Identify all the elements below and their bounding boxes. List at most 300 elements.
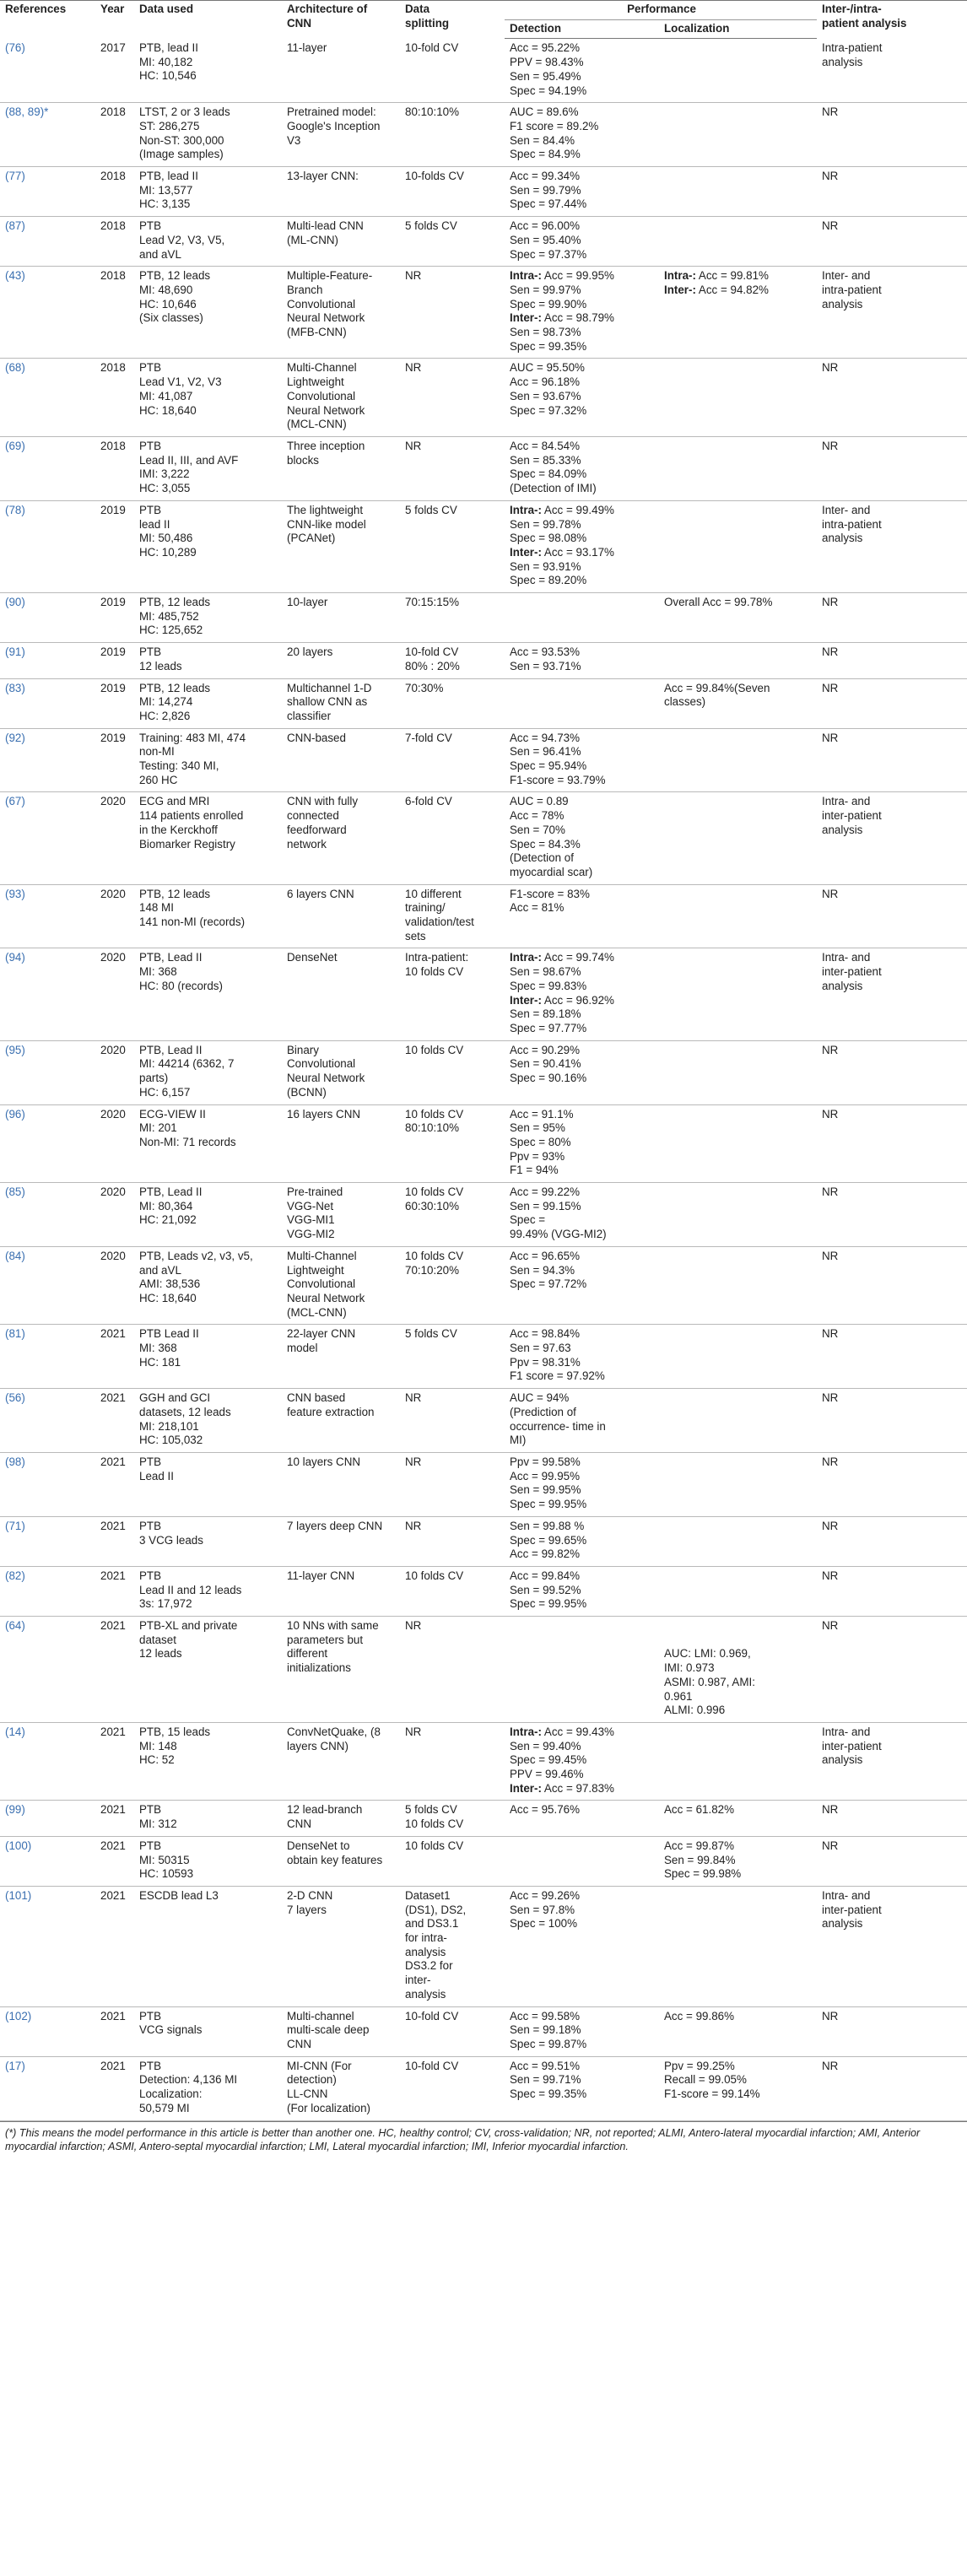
cell-detection-line: AUC = 0.89 (510, 795, 569, 808)
cell-data-used-line: PTB (139, 1455, 162, 1468)
cell-detection-line: Sen = 89.18% (510, 1007, 581, 1021)
cell-reference: (101) (0, 1886, 95, 2006)
cell-data-used-line: LTST, 2 or 3 leads (139, 105, 230, 119)
cell-data-used-line: MI: 312 (139, 1817, 177, 1831)
cell-localization-line (664, 269, 813, 284)
cell-detection-line: Sen = 95.40% (510, 233, 581, 246)
cell-data-used-line: 141 non-MI (records) (139, 915, 246, 929)
cell-localization (659, 500, 817, 592)
cell-detection (505, 1566, 659, 1616)
cell-detection-line: Acc = 99.58% (510, 2009, 580, 2022)
cell-architecture-line: initializations (287, 1661, 351, 1675)
cell-reference: (96) (0, 1104, 95, 1183)
cell-data-used-line: MI: 201 (139, 1121, 177, 1135)
cell-year: 2020 (95, 884, 134, 948)
cell-detection-line: Sen = 97.63 (510, 1342, 571, 1355)
cell-data-splitting-line: 6-fold CV (405, 795, 452, 808)
cell-architecture-line: Multichannel 1-D (287, 681, 372, 694)
cell-data-used-line: PTB, 12 leads (139, 681, 211, 694)
cell-localization (659, 1389, 817, 1453)
cell-data-splitting-line: NR (405, 439, 422, 452)
cell-year: 2021 (95, 1516, 134, 1566)
cell-architecture-line: CNN with fully (287, 795, 359, 808)
table-row (0, 1801, 967, 1836)
cell-year: 2019 (95, 643, 134, 678)
cell-data-used-line: (Image samples) (139, 148, 224, 161)
cell-architecture-line: connected (287, 809, 339, 823)
table-row (0, 1389, 967, 1453)
cell-data-used-line: MI: 13,577 (139, 183, 193, 197)
cell-detection-line: Acc = 99.34% (510, 170, 580, 183)
cell-localization (659, 1566, 817, 1616)
cell-architecture-line: Multiple-Feature- (287, 269, 373, 283)
cell-localization-line (664, 1634, 813, 1648)
cell-year: 2021 (95, 1389, 134, 1453)
cell-detection (505, 1104, 659, 1183)
cell-architecture-line: CNN (287, 2038, 312, 2050)
cell-data-used-line: dataset (139, 1633, 176, 1646)
cell-detection-line: Spec = 84.9% (510, 148, 581, 161)
cell-detection-line (510, 546, 656, 560)
cell-architecture-line: feedforward (287, 823, 347, 836)
cell-localization-line: Acc = 99.84%(Seven (664, 681, 770, 694)
cell-data-used-line: MI: 48,690 (139, 283, 193, 296)
cell-detection (505, 167, 659, 217)
cell-architecture (282, 728, 400, 792)
cell-inter-intra-line: analysis (822, 1753, 863, 1767)
cell-detection (505, 593, 659, 643)
cell-data-used-line: MI: 485,752 (139, 609, 199, 623)
cell-data-used-line: 50,579 MI (139, 2101, 190, 2114)
header-splitting-line: splitting (405, 16, 450, 30)
cell-data-used (134, 267, 282, 359)
table-row (0, 1617, 967, 1723)
cell-architecture-line: layers CNN) (287, 1739, 348, 1752)
cell-detection-line: Sen = 98.67% (510, 965, 581, 979)
cell-detection-line: Spec = 80% (510, 1135, 571, 1148)
cell-data-used-line: 12 leads (139, 659, 182, 672)
cell-localization (659, 436, 817, 500)
cell-localization (659, 884, 817, 948)
cell-data-used-line: Lead II and 12 leads (139, 1583, 242, 1596)
cell-year: 2018 (95, 167, 134, 217)
cell-year: 2021 (95, 1801, 134, 1836)
cell-inter-intra (817, 2006, 967, 2056)
cell-year: 2019 (95, 728, 134, 792)
cell-architecture-line: obtain key features (287, 1853, 383, 1866)
cell-year: 2020 (95, 792, 134, 884)
cell-data-used-line: MI: 44214 (6362, 7 (139, 1057, 235, 1071)
cell-architecture-line: 20 layers (287, 645, 333, 659)
cell-reference: (77) (0, 167, 95, 217)
cell-architecture-line: The lightweight (287, 503, 364, 516)
cell-reference: (83) (0, 678, 95, 728)
header-inter-intra-line: Inter-/intra- (822, 3, 882, 15)
cell-year: 2018 (95, 267, 134, 359)
cell-detection-line: Spec = 95.94% (510, 759, 587, 773)
cell-data-splitting (400, 39, 505, 103)
cell-data-used (134, 728, 282, 792)
table-row (0, 1040, 967, 1104)
cell-detection-line: Spec = 99.95% (510, 1597, 587, 1611)
cell-data-splitting (400, 643, 505, 678)
cell-data-splitting-line: 70:30% (405, 681, 444, 694)
cell-detection-line: Acc = 99.95% (510, 1469, 580, 1482)
cell-data-splitting (400, 1389, 505, 1453)
cell-data-splitting (400, 593, 505, 643)
cell-inter-intra (817, 1801, 967, 1836)
cell-architecture-line: VGG-Net (287, 1199, 334, 1212)
cell-data-used-line: 260 HC (139, 773, 178, 786)
cell-data-used-line: PTB, lead II (139, 41, 198, 54)
cell-data-splitting-line: NR (405, 1725, 422, 1738)
cell-data-splitting-line: 10-folds CV (405, 170, 464, 183)
metric-value: Acc = 97.83% (541, 1781, 614, 1795)
cell-inter-intra-line: NR (822, 1619, 839, 1633)
cell-inter-intra (817, 1246, 967, 1325)
cell-data-used-line: PTB (139, 1569, 162, 1582)
table-row (0, 39, 967, 103)
cell-detection-line: PPV = 99.46% (510, 1768, 584, 1781)
cell-year: 2021 (95, 1836, 134, 1886)
cell-detection (505, 1183, 659, 1247)
table-row (0, 678, 967, 728)
cell-localization-line: Spec = 99.98% (664, 1867, 742, 1881)
cell-detection-line: Acc = 81% (510, 901, 565, 915)
cell-architecture-line: detection) (287, 2073, 337, 2087)
cell-architecture-line: Multi-channel (287, 2009, 354, 2022)
header-splitting-line: Data (405, 3, 430, 15)
cell-reference: (17) (0, 2056, 95, 2120)
cell-inter-intra (817, 103, 967, 167)
cell-detection (505, 436, 659, 500)
header-inter-intra-line: patient analysis (822, 16, 907, 30)
cell-data-splitting (400, 1183, 505, 1247)
cell-year: 2017 (95, 39, 134, 103)
cell-detection-line: Ppv = 93% (510, 1149, 565, 1163)
cell-data-used-line: ST: 286,275 (139, 119, 200, 132)
cell-year: 2021 (95, 2056, 134, 2120)
cell-inter-intra-line: analysis (822, 823, 863, 836)
cell-inter-intra-line: Intra- and (822, 795, 871, 808)
cell-localization (659, 359, 817, 437)
cell-detection-line: Acc = 78% (510, 809, 565, 823)
header-detection: Detection (505, 19, 659, 39)
cell-detection-line: PPV = 98.43% (510, 56, 584, 69)
cell-architecture-line: (For localization) (287, 2101, 370, 2114)
cell-architecture (282, 1566, 400, 1616)
cell-data-used (134, 884, 282, 948)
cell-reference: (91) (0, 643, 95, 678)
cell-localization (659, 2056, 817, 2120)
cell-architecture-line: VGG-MI2 (287, 1228, 335, 1241)
cell-data-used-line: PTB (139, 645, 162, 659)
metric-value: Acc = 98.79% (541, 311, 614, 325)
cell-year: 2020 (95, 1040, 134, 1104)
cell-inter-intra (817, 1325, 967, 1389)
cell-detection-line: Acc = 96.65% (510, 1249, 580, 1262)
cell-detection (505, 39, 659, 103)
cell-data-used-line: PTB, Lead II (139, 1185, 203, 1199)
cell-inter-intra-line: NR (822, 596, 839, 609)
cell-detection-line: Sen = 99.52% (510, 1583, 581, 1596)
cell-data-splitting-line: 10-fold CV (405, 2009, 459, 2022)
cell-reference: (84) (0, 1246, 95, 1325)
cell-inter-intra-line: analysis (822, 532, 863, 545)
cell-architecture-line: different (287, 1647, 328, 1661)
cell-localization-line: Sen = 99.84% (664, 1853, 736, 1866)
cell-data-splitting-line: NR (405, 1519, 422, 1532)
cell-data-used-line: HC: 10,646 (139, 297, 197, 311)
cell-detection (505, 500, 659, 592)
cell-architecture-line: (PCANet) (287, 532, 336, 545)
cell-localization (659, 643, 817, 678)
cell-detection (505, 103, 659, 167)
cell-localization-line: AUC: LMI: 0.969, (664, 1647, 751, 1661)
cell-localization (659, 2006, 817, 2056)
cell-data-splitting-line: NR (405, 1455, 422, 1468)
cell-data-splitting (400, 267, 505, 359)
cell-localization (659, 39, 817, 103)
cell-data-used-line: PTB (139, 1803, 162, 1817)
cell-inter-intra (817, 1617, 967, 1723)
cell-architecture-line: CNN-based (287, 731, 346, 744)
cell-data-used-line: VCG signals (139, 2023, 203, 2037)
cell-architecture-line: Neural Network (287, 311, 365, 325)
table-row (0, 436, 967, 500)
cohort-label: Intra-: (510, 503, 542, 516)
table-row (0, 948, 967, 1040)
cell-data-used-line: lead II (139, 517, 170, 531)
cell-detection-line: F1-score = 83% (510, 887, 590, 900)
cell-reference: (90) (0, 593, 95, 643)
table-row (0, 217, 967, 267)
cell-data-used (134, 1183, 282, 1247)
cell-inter-intra (817, 1566, 967, 1616)
cell-inter-intra (817, 1104, 967, 1183)
cell-data-splitting-line: 10 folds CV (405, 965, 464, 979)
cell-data-splitting (400, 884, 505, 948)
cell-data-splitting (400, 728, 505, 792)
table-row (0, 1836, 967, 1886)
cell-data-splitting (400, 1722, 505, 1801)
cell-architecture (282, 1836, 400, 1886)
cell-detection-line: Sen = 95.49% (510, 69, 581, 83)
cell-inter-intra (817, 792, 967, 884)
cell-data-used-line: parts) (139, 1072, 169, 1085)
cell-inter-intra (817, 678, 967, 728)
cell-data-used-line: Lead II (139, 1469, 174, 1482)
cell-detection-line: (Detection of (510, 851, 574, 865)
cell-localization (659, 678, 817, 728)
cell-data-used-line: 3s: 17,972 (139, 1597, 192, 1611)
cell-architecture-line: 10 NNs with same (287, 1619, 379, 1633)
cell-detection-line: Acc = 99.82% (510, 1547, 580, 1561)
cell-data-used-line: AMI: 38,536 (139, 1277, 201, 1291)
cell-architecture (282, 217, 400, 267)
cell-localization (659, 1040, 817, 1104)
cell-data-used-line: HC: 2,826 (139, 709, 191, 722)
cell-year: 2018 (95, 436, 134, 500)
cell-data-splitting-line: inter- (405, 1974, 431, 1987)
cell-inter-intra (817, 1040, 967, 1104)
cell-data-used (134, 948, 282, 1040)
cell-architecture-line: blocks (287, 453, 319, 467)
cell-data-used (134, 593, 282, 643)
cell-data-used-line: Testing: 340 MI, (139, 759, 219, 773)
cell-architecture-line: 2-D CNN (287, 1888, 333, 1902)
cell-data-splitting (400, 792, 505, 884)
cell-localization (659, 103, 817, 167)
cell-detection-line: Sen = 90.41% (510, 1057, 581, 1071)
cell-data-used-line: PTB, lead II (139, 170, 198, 183)
cell-localization (659, 1183, 817, 1247)
cell-inter-intra (817, 436, 967, 500)
cell-data-splitting (400, 2006, 505, 2056)
cell-data-used-line: Non-MI: 71 records (139, 1135, 236, 1148)
cell-data-splitting-line: 80:10:10% (405, 105, 460, 119)
cell-localization-line: classes) (664, 695, 706, 709)
cohort-label: Inter-: (664, 283, 696, 296)
cell-data-used (134, 1566, 282, 1616)
cell-reference: (71) (0, 1516, 95, 1566)
cell-architecture-line: 13-layer CNN: (287, 170, 359, 183)
cell-architecture-line: (BCNN) (287, 1085, 327, 1099)
cell-data-used-line: PTB (139, 2059, 162, 2072)
cell-inter-intra-line: NR (822, 1569, 839, 1582)
cell-detection-line: Sen = 70% (510, 823, 565, 836)
cell-reference: (82) (0, 1566, 95, 1616)
cell-year: 2021 (95, 1566, 134, 1616)
header-inter-intra (817, 1, 967, 39)
cell-architecture-line: (MFB-CNN) (287, 326, 347, 339)
cell-architecture-line: 16 layers CNN (287, 1107, 361, 1121)
cell-detection-line: Spec = 84.3% (510, 837, 581, 851)
cell-detection-line: Sen = 99.88 % (510, 1519, 585, 1532)
cell-data-used-line: HC: 105,032 (139, 1434, 203, 1447)
cell-reference: (85) (0, 1183, 95, 1247)
cell-detection (505, 728, 659, 792)
header-data-used: Data used (134, 1, 282, 39)
cell-data-splitting-line: validation/test (405, 915, 474, 929)
cell-data-splitting-line: analysis (405, 1945, 446, 1958)
cell-detection (505, 1389, 659, 1453)
cell-data-splitting-line: for intra- (405, 1931, 447, 1945)
cell-data-used (134, 1836, 282, 1886)
cell-detection-line: Spec = 98.08% (510, 532, 587, 545)
cell-inter-intra-line: NR (822, 1391, 839, 1405)
cell-data-splitting-line: DS3.2 for (405, 1959, 453, 1973)
cell-data-used-line: 148 MI (139, 901, 174, 915)
cell-detection-line: Sen = 99.15% (510, 1199, 581, 1212)
cell-data-used-line: Lead II, III, and AVF (139, 453, 239, 467)
cell-architecture-line: Multi-Channel (287, 361, 357, 375)
cell-detection-line: Acc = 90.29% (510, 1043, 580, 1056)
cell-data-used-line: ECG and MRI (139, 795, 210, 808)
cell-detection (505, 1886, 659, 2006)
cell-reference: (94) (0, 948, 95, 1040)
metric-value: Acc = 99.49% (541, 503, 614, 516)
cell-data-splitting (400, 1325, 505, 1389)
cell-detection-line: Sen = 94.3% (510, 1263, 575, 1277)
cell-localization (659, 1246, 817, 1325)
cell-inter-intra-line: NR (822, 219, 839, 233)
cohort-label: Inter-: (510, 545, 542, 559)
cell-inter-intra-line: NR (822, 170, 839, 183)
cell-inter-intra (817, 1389, 967, 1453)
cell-localization (659, 1801, 817, 1836)
cell-architecture-line: (ML-CNN) (287, 233, 338, 246)
cell-detection-line: Acc = 99.84% (510, 1569, 580, 1582)
cell-inter-intra-line: NR (822, 645, 839, 659)
cell-data-used-line: MI: 40,182 (139, 55, 193, 68)
table-row (0, 1452, 967, 1516)
cell-inter-intra-line: Intra- and (822, 1888, 871, 1902)
cell-detection-line: Spec = 97.37% (510, 247, 587, 261)
cell-data-splitting (400, 1566, 505, 1616)
cell-data-used-line: MI: 148 (139, 1739, 177, 1752)
cell-detection-line: Spec = 97.32% (510, 403, 587, 417)
table-row (0, 1886, 967, 2006)
cell-architecture-line: LL-CNN (287, 2087, 328, 2101)
cell-inter-intra-line: inter-patient (822, 1903, 882, 1916)
cell-detection-line: Sen = 97.8% (510, 1903, 575, 1916)
cell-architecture-line: (MCL-CNN) (287, 418, 347, 431)
cell-data-splitting (400, 167, 505, 217)
cell-data-splitting (400, 103, 505, 167)
cell-detection-line: Spec = 99.83% (510, 979, 587, 992)
cell-architecture (282, 948, 400, 1040)
cell-detection-line (510, 1782, 656, 1796)
cell-detection-line: Spec = 99.65% (510, 1533, 587, 1547)
cell-architecture-line: Neural Network (287, 1072, 365, 1085)
cell-architecture-line: CNN (287, 1817, 312, 1831)
cell-reference: (69) (0, 436, 95, 500)
cell-detection-line: MI) (510, 1434, 527, 1447)
cell-architecture-line: MI-CNN (For (287, 2059, 352, 2072)
cell-inter-intra (817, 1836, 967, 1886)
cell-architecture-line: feature extraction (287, 1405, 375, 1418)
cell-detection-line: F1-score = 93.79% (510, 773, 606, 786)
cell-architecture-line: 10 layers CNN (287, 1455, 361, 1468)
cell-data-used-line: HC: 3,135 (139, 197, 191, 211)
cell-data-used (134, 167, 282, 217)
cell-architecture (282, 1389, 400, 1453)
cell-year: 2021 (95, 2006, 134, 2056)
cohort-label: Intra-: (664, 269, 696, 283)
cell-reference: (56) (0, 1389, 95, 1453)
cell-data-used-line: Localization: (139, 2087, 203, 2101)
cell-data-used-line: (Six classes) (139, 311, 203, 325)
cell-architecture (282, 359, 400, 437)
cell-inter-intra-line: analysis (822, 55, 863, 68)
cell-data-used (134, 217, 282, 267)
cell-detection-line (510, 994, 656, 1008)
cell-inter-intra-line: NR (822, 1455, 839, 1468)
table-row (0, 167, 967, 217)
cell-architecture-line: Three inception (287, 439, 365, 452)
cell-data-splitting (400, 1040, 505, 1104)
cell-data-splitting (400, 1516, 505, 1566)
table-row (0, 792, 967, 884)
cell-data-used-line: HC: 18,640 (139, 1291, 197, 1304)
cell-data-splitting-line: 60:30:10% (405, 1199, 460, 1212)
cell-data-splitting-line: 80% : 20% (405, 659, 460, 672)
table-row (0, 593, 967, 643)
cell-data-used-line: HC: 18,640 (139, 403, 197, 417)
cell-data-used-line: PTB Lead II (139, 1327, 199, 1341)
cell-architecture-line: 12 lead-branch (287, 1803, 363, 1817)
